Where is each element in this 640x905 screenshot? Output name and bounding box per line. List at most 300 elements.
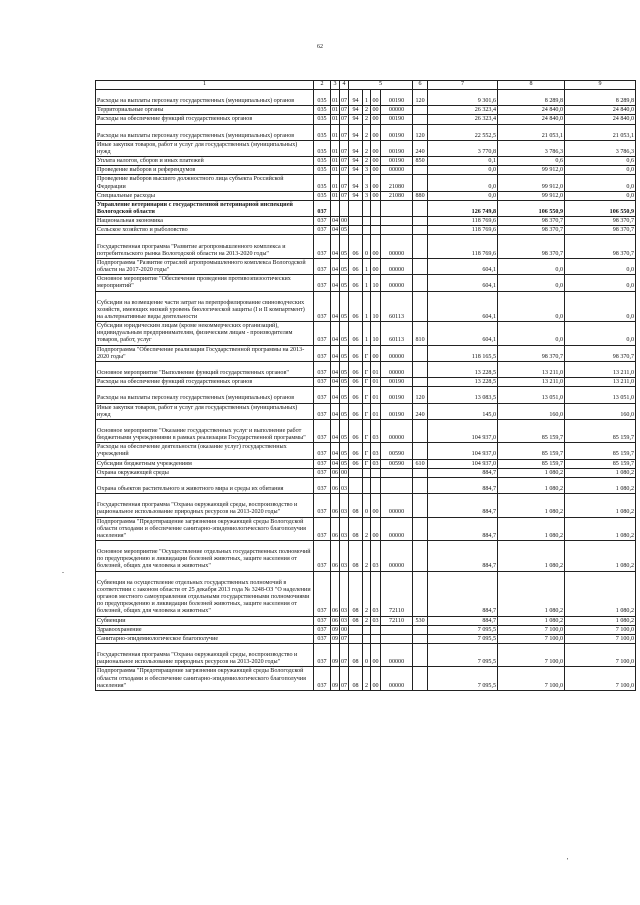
row-csr-1: 08 (349, 517, 363, 540)
row-rz: 04 (332, 379, 339, 386)
row-csr-3 (371, 217, 381, 226)
row-pr: 05 (340, 291, 349, 322)
row-sum-2019: 1 080,2 (498, 517, 565, 540)
row-csr-4: 00190 (381, 140, 413, 156)
row-sum-2018: 118 165,5 (428, 345, 498, 361)
row-csr-1: 94 (349, 115, 363, 124)
row-ved: 035 (314, 124, 331, 140)
row-sum-2020: 1 080,2 (565, 494, 636, 517)
row-rz: 04 (331, 419, 340, 442)
row-sum-2018: 26 323,4 (428, 106, 498, 115)
corner-mark: ' (566, 857, 568, 865)
table-row (96, 226, 636, 235)
row-csr-1: 94 (349, 106, 363, 115)
header-col-6: 6 (413, 81, 428, 90)
margin-mark: - (62, 570, 64, 576)
row-ved: 035 (314, 90, 331, 106)
row-sum-2018: 13 083,5 (428, 387, 498, 403)
table-row (96, 166, 636, 175)
table-row (96, 345, 636, 361)
row-ved: 037 (314, 361, 331, 377)
row-csr-2: Г (363, 443, 371, 459)
row-csr-2: 1 (363, 275, 371, 291)
row-rz: 06 (331, 571, 340, 616)
row-sum-2020: 85 159,7 (565, 443, 636, 459)
row-ved: 037 (314, 226, 331, 235)
row-name: Расходы на обеспечение функций государственных органов (96, 115, 314, 124)
row-sum-2019: 1 080,2 (498, 571, 565, 616)
row-csr-2: 2 (363, 140, 371, 156)
row-csr-4: 72110 (381, 616, 413, 625)
row-vr (413, 275, 428, 291)
row-sum-2019: 98 370,7 (498, 345, 565, 361)
row-pr: 05 (340, 345, 349, 361)
row-csr-1: 06 (349, 322, 363, 345)
row-csr-3: 00 (371, 345, 381, 361)
budget-table (95, 80, 636, 691)
row-vr (413, 643, 428, 666)
table-row (96, 468, 636, 477)
row-vr (413, 235, 428, 258)
row-sum-2018: 0,0 (428, 191, 498, 200)
row-csr-1: 08 (349, 643, 363, 666)
row-name: Расходы на выплаты персоналу государственных (муниципальных) органов (96, 90, 314, 106)
row-name: Субвенции (96, 616, 314, 625)
row-sum-2018: 0,1 (428, 157, 498, 166)
row-rz: 04 (332, 218, 339, 225)
row-name: Государственная программа "Развитие агропромышленного комплекса и потребительского рынка Вологодской области на 2013-2020 годы" (96, 235, 314, 258)
row-csr-3: 00 (371, 175, 381, 191)
row-sum-2018: 884,7 (428, 494, 498, 517)
row-csr-2 (363, 226, 371, 235)
row-sum-2019: 1 080,2 (498, 494, 565, 517)
row-sum-2019: 98 370,7 (498, 217, 565, 226)
row-csr-4: 00000 (381, 494, 413, 517)
row-csr-4 (381, 477, 413, 493)
row-csr-2: 2 (363, 667, 371, 690)
row-csr-1: 06 (349, 235, 363, 258)
row-csr-2: 2 (363, 517, 371, 540)
row-csr-4: 00000 (381, 667, 413, 690)
row-csr-2: Г (363, 387, 371, 403)
header-col-3: 3 (331, 81, 340, 90)
row-vr: 850 (413, 157, 428, 166)
row-pr: 07 (341, 192, 348, 199)
row-sum-2018: 118 769,6 (428, 217, 498, 226)
row-csr-4: 00000 (381, 361, 413, 377)
row-sum-2019: 98 370,7 (498, 226, 565, 235)
row-name: Охрана окружающей среды (96, 468, 314, 477)
table-row (96, 571, 636, 616)
row-pr: 05 (340, 419, 349, 442)
row-csr-3 (371, 468, 381, 477)
table-row (96, 634, 636, 643)
header-col-1: 1 (96, 81, 314, 90)
row-name: Расходы на выплаты персоналу государственных (муниципальных) органов (96, 387, 314, 403)
row-vr (413, 571, 428, 616)
row-vr (413, 361, 428, 377)
row-csr-3: 00 (371, 258, 381, 274)
row-rz: 04 (332, 227, 339, 234)
row-sum-2018: 7 095,5 (428, 667, 498, 690)
row-sum-2019: 24 840,0 (498, 106, 565, 115)
row-sum-2020: 24 840,0 (565, 106, 636, 115)
row-sum-2020: 1 080,2 (565, 517, 636, 540)
row-name: Основное мероприятие "Оказание государственных услуг и выполнение работ бюджетными учреждениями в рамках реализации Государственной программы" (96, 419, 314, 442)
row-vr (413, 291, 428, 322)
row-csr-3: 00 (371, 124, 381, 140)
row-csr-1: 08 (349, 541, 363, 572)
row-csr-2: 1 (363, 258, 371, 274)
row-sum-2019: 0,6 (498, 157, 565, 166)
row-ved: 037 (314, 643, 331, 666)
row-sum-2018: 118 769,6 (428, 235, 498, 258)
row-csr-2: 2 (363, 541, 371, 572)
row-csr-2 (363, 200, 371, 216)
row-sum-2018: 118 769,6 (428, 226, 498, 235)
row-csr-3 (371, 477, 381, 493)
row-vr: 610 (413, 459, 428, 468)
row-sum-2018: 9 301,6 (428, 90, 498, 106)
row-sum-2020: 7 100,0 (565, 667, 636, 690)
row-csr-3: 00 (371, 643, 381, 666)
row-csr-4 (381, 200, 413, 216)
row-csr-1 (349, 200, 363, 216)
row-name: Охрана объектов растительного и животного мира и среды их обитания (96, 477, 314, 493)
row-pr: 05 (341, 460, 348, 467)
row-csr-4: 00190 (381, 403, 413, 419)
table-body (96, 90, 636, 691)
row-csr-4: 60113 (381, 291, 413, 322)
row-ved: 037 (314, 494, 331, 517)
row-vr (413, 634, 428, 643)
row-rz: 01 (331, 175, 340, 191)
row-sum-2018: 145,0 (428, 403, 498, 419)
row-rz: 04 (331, 443, 340, 459)
row-sum-2018: 0,0 (428, 166, 498, 175)
header-col-5: 5 (349, 81, 413, 90)
row-csr-2: 3 (363, 166, 371, 175)
row-name: Основное мероприятие "Обеспечение проведения противоэпизоотических мероприятий" (96, 275, 314, 291)
row-sum-2020: 1 080,2 (565, 571, 636, 616)
row-rz: 04 (331, 275, 340, 291)
row-csr-3: 00 (371, 667, 381, 690)
row-csr-2 (363, 625, 371, 634)
row-ved: 037 (314, 235, 331, 258)
row-csr-1: 08 (349, 616, 363, 625)
row-ved: 037 (314, 443, 331, 459)
row-sum-2020: 106 550,9 (565, 200, 636, 216)
row-vr (413, 175, 428, 191)
row-sum-2018: 22 552,5 (428, 124, 498, 140)
row-sum-2019: 13 211,0 (498, 378, 565, 387)
row-ved: 037 (314, 468, 331, 477)
row-name: Подпрограмма "Предотвращение загрязнения окружающей среды Вологодской области отходами и обеспечение санитарно-эпидемиологического благополучия населения" (96, 517, 314, 540)
row-vr (413, 494, 428, 517)
table-row (96, 459, 636, 468)
row-rz: 06 (332, 617, 339, 624)
row-sum-2019: 7 100,0 (498, 625, 565, 634)
row-csr-2 (363, 477, 371, 493)
table-row (96, 419, 636, 442)
table-row (96, 291, 636, 322)
row-name: Подпрограмма "Обеспечение реализации Государственной программы на 2013-2020 годы" (96, 345, 314, 361)
row-vr (413, 200, 428, 216)
row-rz: 09 (331, 643, 340, 666)
table-row (96, 90, 636, 106)
row-csr-2: 2 (363, 571, 371, 616)
row-sum-2020: 1 080,2 (565, 541, 636, 572)
table-row (96, 217, 636, 226)
row-pr: 05 (340, 275, 349, 291)
row-vr: 810 (413, 322, 428, 345)
row-sum-2019: 0,0 (498, 322, 565, 345)
row-pr: 07 (340, 124, 349, 140)
row-csr-3: 00 (372, 158, 379, 165)
row-csr-4: 00000 (381, 258, 413, 274)
row-pr: 03 (340, 541, 349, 572)
row-name: Расходы на обеспечение деятельности (оказание услуг) государственных учреждений (96, 443, 314, 459)
row-ved: 037 (314, 217, 331, 226)
row-csr-3: 00 (372, 192, 379, 199)
row-csr-3 (371, 634, 381, 643)
row-sum-2018: 7 095,5 (428, 634, 498, 643)
row-ved: 035 (314, 191, 331, 200)
row-csr-4: 00000 (381, 517, 413, 540)
row-pr: 07 (340, 643, 349, 666)
row-rz: 04 (332, 460, 339, 467)
row-csr-4 (381, 217, 413, 226)
row-csr-2: 2 (363, 106, 371, 115)
row-vr: 880 (413, 191, 428, 200)
row-name: Подпрограмма "Предотвращение загрязнения окружающей среды Вологодской области отходами и обеспечение санитарно-эпидемиологического благополучия населения" (96, 667, 314, 690)
row-rz: 01 (332, 192, 339, 199)
row-csr-1: 06 (349, 419, 363, 442)
row-rz: 06 (332, 469, 339, 476)
header-col-8: 8 (498, 81, 565, 90)
row-ved: 037 (314, 258, 331, 274)
table-row (96, 115, 636, 124)
row-rz: 06 (331, 517, 340, 540)
row-rz: 01 (332, 158, 339, 165)
row-rz: 04 (331, 235, 340, 258)
row-sum-2019: 1 080,2 (498, 541, 565, 572)
row-rz: 04 (331, 361, 340, 377)
row-name: Проведение выборов и референдумов (96, 166, 314, 175)
row-sum-2019: 13 211,0 (498, 361, 565, 377)
row-csr-4: 00590 (381, 459, 413, 468)
row-ved: 037 (314, 200, 331, 216)
table-row (96, 175, 636, 191)
row-ved: 035 (314, 106, 331, 115)
row-csr-1: 08 (349, 667, 363, 690)
row-name: Управление ветеринарии с государственной ветеринарной инспекцией Вологодской области (96, 200, 314, 216)
row-csr-4 (381, 468, 413, 477)
row-csr-2: 0 (363, 643, 371, 666)
row-vr: 530 (413, 616, 428, 625)
row-pr: 07 (340, 667, 349, 690)
row-name: Здравоохранение (96, 625, 314, 634)
row-sum-2019: 7 100,0 (498, 667, 565, 690)
row-rz (331, 200, 340, 216)
row-sum-2020: 0,0 (565, 322, 636, 345)
row-csr-1: 06 (349, 403, 363, 419)
row-csr-3: 00 (371, 235, 381, 258)
row-csr-2: 3 (363, 175, 371, 191)
row-csr-1: 06 (349, 361, 363, 377)
row-ved: 037 (314, 616, 331, 625)
row-sum-2020: 0,0 (565, 191, 636, 200)
row-ved: 037 (314, 541, 331, 572)
row-sum-2018: 604,1 (428, 275, 498, 291)
row-csr-2: 2 (363, 616, 371, 625)
row-name: Национальная экономика (96, 217, 314, 226)
row-pr: 07 (341, 635, 348, 642)
row-csr-1: 94 (349, 157, 363, 166)
row-pr: 05 (341, 227, 348, 234)
row-csr-2: Г (363, 361, 371, 377)
row-name: Уплата налогов, сборов и иных платежей (96, 157, 314, 166)
row-vr (413, 443, 428, 459)
row-name: Государственная программа "Охрана окружающей среды, воспроизводство и рациональное использование природных ресурсов на 2013-2020 годы" (96, 643, 314, 666)
table-row (96, 477, 636, 493)
row-sum-2020: 98 370,7 (565, 226, 636, 235)
row-sum-2018: 604,1 (428, 322, 498, 345)
row-ved: 035 (314, 157, 331, 166)
row-rz: 01 (332, 107, 339, 114)
row-ved: 037 (314, 634, 331, 643)
row-csr-3 (371, 625, 381, 634)
row-ved: 037 (314, 345, 331, 361)
row-sum-2020: 0,0 (565, 275, 636, 291)
row-csr-1: 06 (349, 378, 363, 387)
row-csr-1: 06 (349, 443, 363, 459)
row-ved: 037 (314, 477, 331, 493)
row-csr-4: 00000 (381, 643, 413, 666)
row-name: Иные закупки товаров, работ и услуг для государственных (муниципальных) нужд (96, 403, 314, 419)
row-sum-2019: 106 550,9 (498, 200, 565, 216)
row-csr-1 (349, 226, 363, 235)
row-csr-2: Г (363, 403, 371, 419)
row-csr-2: 0 (363, 494, 371, 517)
table-row (96, 322, 636, 345)
row-sum-2019: 13 051,0 (498, 387, 565, 403)
row-ved: 037 (314, 571, 331, 616)
row-pr: 00 (341, 469, 348, 476)
table-row (96, 517, 636, 540)
row-ved: 037 (314, 459, 331, 468)
row-name: Территориальные органы (96, 106, 314, 115)
row-csr-3: 03 (371, 443, 381, 459)
row-vr: 240 (413, 140, 428, 156)
row-csr-2: Г (363, 378, 371, 387)
row-name: Основное мероприятие "Осуществление отдельных государственных полномочий по предупреждению и ликвидации болезней животных, защите населения от болезней, общих для человека и животных" (96, 541, 314, 572)
row-sum-2020: 98 370,7 (565, 235, 636, 258)
row-name: Подпрограмма "Развитие отраслей агропромышленного комплекса Вологодской области на 2017-2020 годы" (96, 258, 314, 274)
row-ved: 037 (314, 322, 331, 345)
row-sum-2019: 1 080,2 (498, 477, 565, 493)
row-csr-1: 06 (349, 345, 363, 361)
row-csr-1: 94 (349, 191, 363, 200)
row-csr-1: 08 (349, 494, 363, 517)
row-sum-2019: 99 912,0 (498, 175, 565, 191)
row-csr-4: 00000 (381, 235, 413, 258)
row-sum-2018: 126 749,8 (428, 200, 498, 216)
header-col-7: 7 (428, 81, 498, 90)
row-vr (413, 667, 428, 690)
table-row (96, 541, 636, 572)
table-row (96, 140, 636, 156)
row-name: Санитарно-эпидемиологическое благополучие (96, 634, 314, 643)
row-pr: 07 (341, 107, 348, 114)
row-csr-4: 21080 (381, 175, 413, 191)
header-row (96, 81, 636, 90)
table-row (96, 200, 636, 216)
row-vr (413, 226, 428, 235)
row-sum-2019: 21 053,1 (498, 124, 565, 140)
row-sum-2018: 7 095,5 (428, 643, 498, 666)
row-sum-2018: 884,7 (428, 517, 498, 540)
row-csr-4: 21080 (381, 191, 413, 200)
row-csr-2 (363, 634, 371, 643)
row-ved: 037 (314, 291, 331, 322)
row-vr (413, 477, 428, 493)
row-rz: 01 (332, 116, 339, 123)
row-name: Государственная программа "Охрана окружающей среды, воспроизводство и рациональное использование природных ресурсов на 2013-2020 годы" (96, 494, 314, 517)
row-vr: 120 (413, 90, 428, 106)
row-csr-3: 03 (372, 460, 379, 467)
row-sum-2020: 13 211,0 (565, 378, 636, 387)
row-csr-1: 94 (349, 124, 363, 140)
row-sum-2019: 85 159,7 (498, 459, 565, 468)
row-name: Основное мероприятие "Выполнение функций государственных органов" (96, 361, 314, 377)
table-row (96, 235, 636, 258)
row-csr-4: 00190 (381, 90, 413, 106)
row-name: Субсидии бюджетным учреждениям (96, 459, 314, 468)
row-csr-2: 1 (363, 322, 371, 345)
row-sum-2019: 85 159,7 (498, 443, 565, 459)
row-vr (413, 115, 428, 124)
row-sum-2018: 13 228,5 (428, 361, 498, 377)
row-csr-1: 06 (349, 459, 363, 468)
row-csr-1 (349, 468, 363, 477)
row-sum-2020: 3 786,3 (565, 140, 636, 156)
row-csr-1: 94 (349, 166, 363, 175)
row-csr-4 (381, 625, 413, 634)
row-ved: 035 (314, 115, 331, 124)
page-number: 62 (317, 44, 323, 50)
row-csr-3: 03 (372, 617, 379, 624)
row-pr: 05 (340, 361, 349, 377)
row-csr-3: 01 (371, 403, 381, 419)
row-sum-2018: 884,7 (428, 477, 498, 493)
row-sum-2020: 0,0 (565, 258, 636, 274)
row-sum-2019: 99 912,0 (498, 191, 565, 200)
row-sum-2019: 0,0 (498, 258, 565, 274)
row-sum-2020: 0,0 (565, 175, 636, 191)
row-rz: 09 (332, 626, 339, 633)
row-sum-2020: 7 100,0 (565, 643, 636, 666)
row-ved: 035 (314, 166, 331, 175)
row-csr-4: 72110 (381, 571, 413, 616)
row-sum-2020: 8 289,8 (565, 90, 636, 106)
row-csr-1 (349, 634, 363, 643)
row-csr-2: Г (363, 419, 371, 442)
row-csr-3: 01 (372, 379, 379, 386)
row-csr-3: 01 (371, 387, 381, 403)
row-sum-2020: 1 080,2 (565, 616, 636, 625)
row-pr: 05 (341, 379, 348, 386)
